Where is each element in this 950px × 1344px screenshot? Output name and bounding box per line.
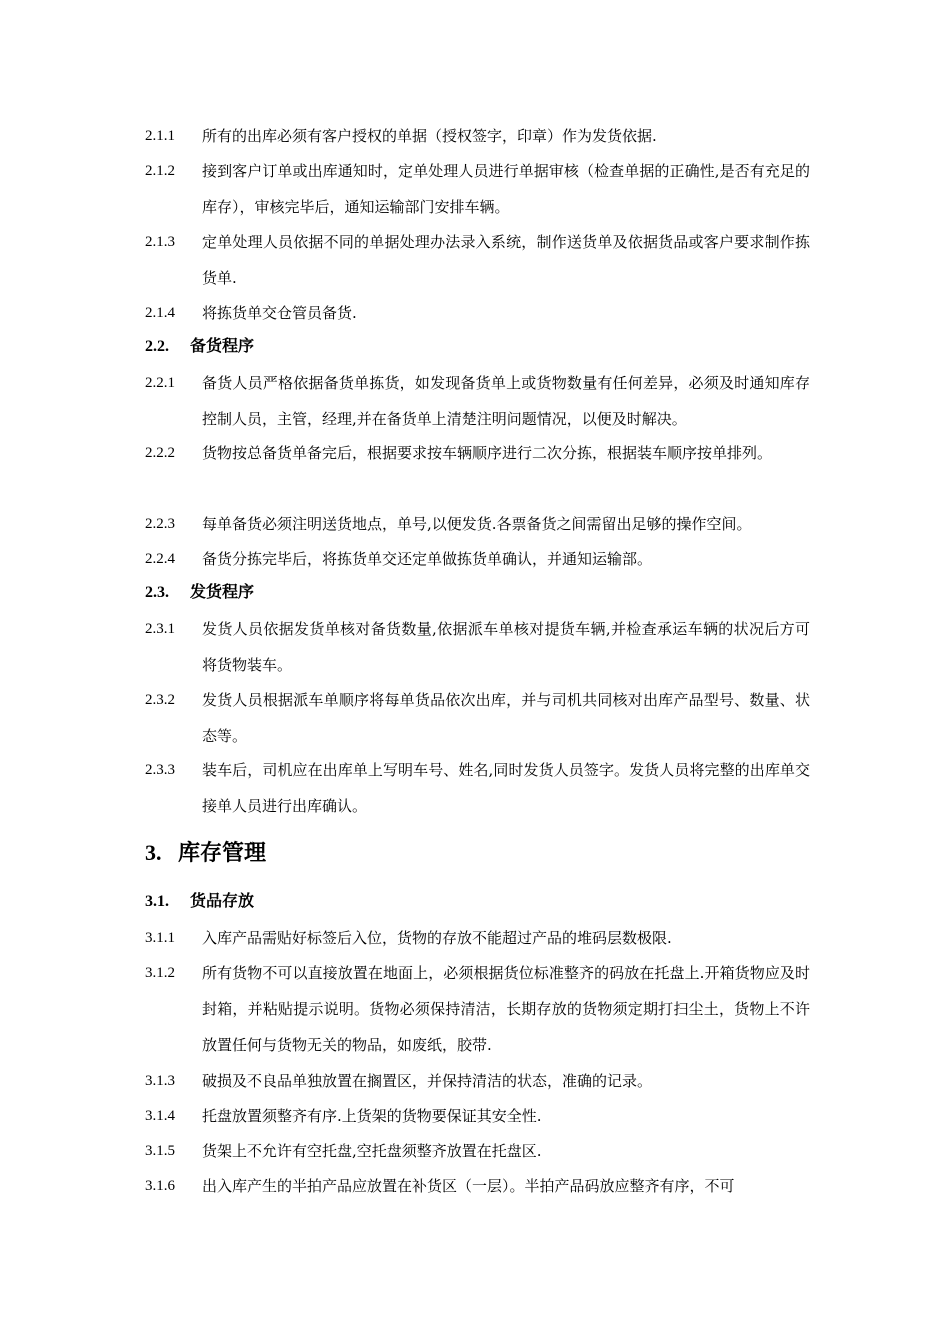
- item-number: 2.2.1: [145, 375, 175, 391]
- list-item-2-1-2: [145, 153, 810, 225]
- item-number: 3.1.2: [145, 965, 175, 981]
- section-heading-2-3: [145, 578, 254, 607]
- item-text: 所有货物不可以直接放置在地面上，必须根据货位标准整齐的码放在托盘上.开箱货物应及时封箱，并粘贴提示说明。货物必须保持清洁，长期存放的货物须定期打扫尘土，货物上不许放置任何与货物无关的物品，如废纸，胶带.: [202, 964, 810, 1054]
- heading-number: 3.1.: [145, 893, 169, 910]
- heading-title: 货品存放: [190, 891, 255, 910]
- list-item-2-2-2: [145, 435, 810, 471]
- list-item-2-3-3: [145, 752, 810, 824]
- item-number: 3.1.1: [145, 930, 175, 946]
- item-text: 备货人员严格依据备货单拣货，如发现备货单上或货物数量有任何差异，必须及时通知库存控制人员，主管，经理,并在备货单上清楚注明问题情况，以便及时解决。: [202, 374, 810, 428]
- heading-number: 2.2.: [145, 338, 169, 355]
- item-text: 发货人员依据发货单核对备货数量,依据派车单核对提货车辆,并检查承运车辆的状况后方可将货物装车。: [202, 620, 810, 674]
- item-number: 2.2.2: [145, 445, 175, 461]
- item-text: 备货分拣完毕后，将拣货单交还定单做拣货单确认，并通知运输部。: [202, 550, 653, 568]
- heading-number: 2.3.: [145, 584, 169, 601]
- heading-title: 发货程序: [190, 582, 255, 601]
- item-text: 发货人员根据派车单顺序将每单货品依次出库，并与司机共同核对出库产品型号、数量、状态等。: [202, 691, 810, 745]
- heading-title: 备货程序: [190, 336, 255, 355]
- section-heading-2-2: [145, 332, 254, 361]
- list-item-3-1-2: [145, 955, 810, 1063]
- item-number: 2.1.2: [145, 163, 175, 179]
- item-number: 3.1.4: [145, 1108, 175, 1124]
- item-text: 定单处理人员依据不同的单据处理办法录入系统，制作送货单及依据货品或客户要求制作拣货单.: [202, 233, 810, 287]
- item-number: 2.2.4: [145, 551, 175, 567]
- list-item-2-1-3: [145, 224, 810, 296]
- list-item-3-1-4: [145, 1098, 810, 1134]
- list-item-2-1-1: [145, 118, 810, 154]
- list-item-2-2-1: [145, 365, 810, 437]
- item-text: 破损及不良品单独放置在搁置区，并保持清洁的状态，准确的记录。: [202, 1072, 653, 1090]
- item-text: 将拣货单交仓管员备货.: [202, 304, 357, 322]
- list-item-3-1-3: [145, 1063, 810, 1099]
- item-number: 3.1.3: [145, 1073, 175, 1089]
- item-text: 出入库产生的半拍产品应放置在补货区（一层）。半拍产品码放应整齐有序，不可: [202, 1177, 735, 1195]
- list-item-2-2-3: [145, 506, 810, 542]
- item-text: 入库产品需贴好标签后入位，货物的存放不能超过产品的堆码层数极限.: [202, 929, 672, 947]
- list-item-2-3-2: [145, 682, 810, 754]
- list-item-2-1-4: [145, 295, 810, 331]
- item-text: 所有的出库必须有客户授权的单据（授权签字，印章）作为发货依据.: [202, 127, 657, 145]
- item-number: 2.3.1: [145, 621, 175, 637]
- item-text: 装车后，司机应在出库单上写明车号、姓名,同时发货人员签字。发货人员将完整的出库单交接单人员进行出库确认。: [202, 761, 810, 815]
- item-number: 3.1.5: [145, 1143, 175, 1159]
- section-heading-3-1: [145, 887, 254, 916]
- item-text: 每单备货必须注明送货地点，单号,以便发货.各票备货之间需留出足够的操作空间。: [202, 515, 752, 533]
- item-number: 2.1.1: [145, 128, 175, 144]
- item-text: 接到客户订单或出库通知时，定单处理人员进行单据审核（检查单据的正确性,是否有充足的库存），审核完毕后，通知运输部门安排车辆。: [202, 162, 810, 216]
- item-number: 3.1.6: [145, 1178, 175, 1194]
- item-text: 货物按总备货单备完后，根据要求按车辆顺序进行二次分拣，根据装车顺序按单排列。: [202, 444, 773, 462]
- list-item-3-1-6: [145, 1168, 810, 1204]
- heading-number: 3.: [145, 840, 162, 865]
- item-number: 2.3.3: [145, 762, 175, 778]
- list-item-2-2-4: [145, 541, 810, 577]
- item-text: 货架上不允许有空托盘,空托盘须整齐放置在托盘区.: [202, 1142, 542, 1160]
- chapter-heading-3: [145, 836, 266, 870]
- heading-title: 库存管理: [178, 840, 267, 866]
- list-item-2-3-1: [145, 611, 810, 683]
- item-number: 2.3.2: [145, 692, 175, 708]
- item-number: 2.1.4: [145, 305, 175, 321]
- item-number: 2.2.3: [145, 516, 175, 532]
- list-item-3-1-5: [145, 1133, 810, 1169]
- list-item-3-1-1: [145, 920, 810, 956]
- item-number: 2.1.3: [145, 234, 175, 250]
- item-text: 托盘放置须整齐有序.上货架的货物要保证其安全性.: [202, 1107, 542, 1125]
